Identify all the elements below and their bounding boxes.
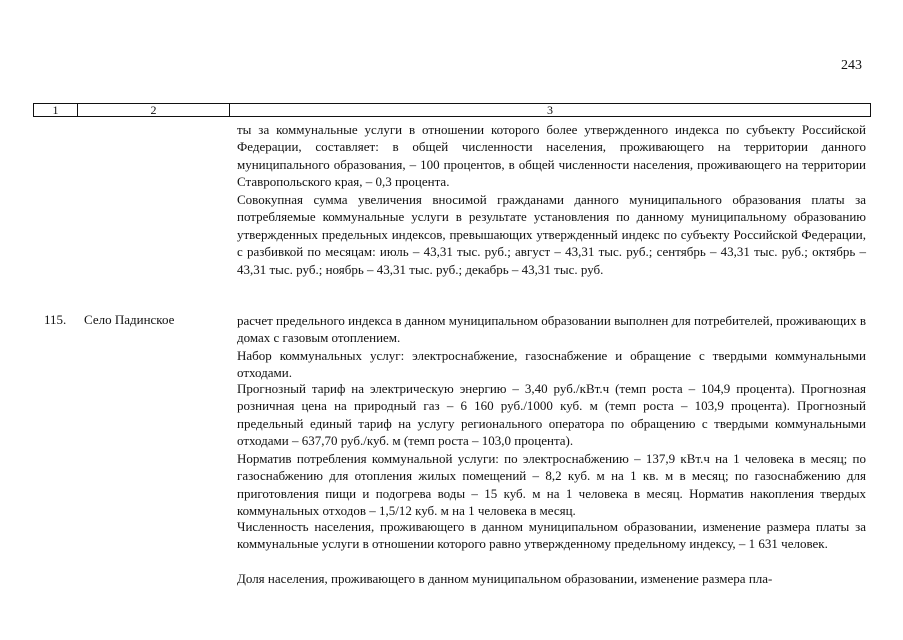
- entry-paragraph-1: расчет предельного индекса в данном муниципальном образовании выполнен для потребителей, проживающих в домах с газовым отоплением.: [237, 313, 866, 346]
- entry-number: 115.: [44, 312, 67, 327]
- entry-paragraph-4: Норматив потребления коммунальной услуги: по электроснабжению – 137,9 кВт.ч на 1 человека в месяц; по газоснабжению для отопления жилых помещений – 8,2 куб. м на 1 кв. м в месяц; по газоснабжению для приготовления пищи и подогрева воды – 15 куб. м на 1 человека в месяц. Норматив накопления твердых коммунальных отходов – 1,5/12 куб. м на 1 человека в месяц.: [237, 451, 866, 519]
- column-1-header: 1: [34, 104, 78, 116]
- entry-paragraph-6: Доля населения, проживающего в данном муниципальном образовании, изменение размера пла-: [237, 571, 773, 586]
- entry-paragraph-2: Набор коммунальных услуг: электроснабжение, газоснабжение и обращение с твердыми коммунальными отходами.: [237, 348, 866, 381]
- continuation-paragraph-1: ты за коммунальные услуги в отношении которого более утвержденного индекса по субъекту Российской Федерации, составляет: в общей численности населения, проживающего на территории данного муниципального образования, – 100 процентов, в общей численности населения, проживающего на территории Ставропольского края, – 0,3 процента.: [237, 122, 866, 190]
- column-2-header: 2: [78, 104, 230, 116]
- entry-paragraph-5: Численность населения, проживающего в данном муниципальном образовании, изменение размера платы за коммунальные услуги в отношении которого равно утвержденному предельному индексу, – 1 631 человек.: [237, 519, 866, 552]
- page-number: 243: [841, 58, 862, 73]
- entry-paragraph-3: Прогнозный тариф на электрическую энергию – 3,40 руб./кВт.ч (темп роста – 104,9 процента). Прогнозная розничная цена на природный газ – 6 160 руб./1000 куб. м (темп роста – 103,9 процента). Прогнозный предельный единый тариф на услугу регионального оператора по обращению с твердыми коммунальными отходами – 637,70 руб./куб. м (темп роста – 103,0 процента).: [237, 381, 866, 449]
- entry-name: Село Падинское: [84, 312, 175, 327]
- continuation-paragraph-2: Совокупная сумма увеличения вносимой гражданами данного муниципального образования платы за потребляемые коммунальные услуги в результате установления по данному муниципальному образованию утвержденных предельных индексов, превышающих утвержденный индекс по субъекту Российской Федерации, с разбивкой по месяцам: июль – 43,31 тыс. руб.; август – 43,31 тыс. руб.; сентябрь – 43,31 тыс. руб.; октябрь – 43,31 тыс. руб.; ноябрь – 43,31 тыс. руб.; декабрь – 43,31 тыс. руб.: [237, 192, 866, 277]
- table-column-header: [33, 103, 871, 117]
- column-3-header: 3: [547, 103, 553, 117]
